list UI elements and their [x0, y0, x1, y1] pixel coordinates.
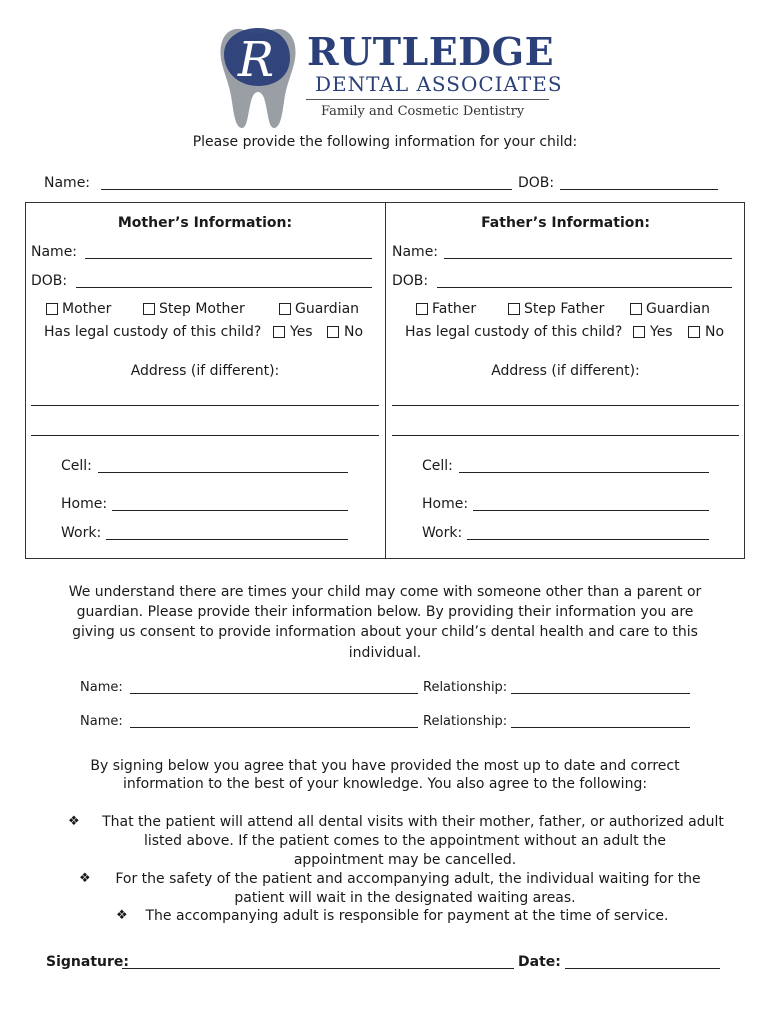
father-cell-field[interactable]: [459, 472, 709, 473]
bullet-line: listed above. If the patient comes to the appointment without an adult the: [143, 833, 667, 849]
father-dob-label: DOB:: [392, 273, 429, 289]
father-work-field[interactable]: [467, 539, 709, 540]
mother-work-label: Work:: [61, 525, 102, 541]
authorized-relationship-field[interactable]: [511, 727, 690, 728]
authorized-name-field[interactable]: [130, 693, 418, 694]
step-father-checkbox[interactable]: [508, 303, 520, 315]
mother-heading: Mother’s Information:: [117, 215, 293, 231]
mother-custody-no-label: No: [344, 324, 364, 340]
step-mother-checkbox[interactable]: [143, 303, 155, 315]
mother-guardian-option-label: Guardian: [295, 301, 360, 317]
intro-text: Please provide the following information for your child:: [192, 134, 578, 150]
bullet-line: That the patient will attend all dental visits with their mother, father, or authorized adult: [102, 814, 724, 830]
father-heading: Father’s Information:: [481, 215, 650, 231]
father-cell-label: Cell:: [422, 458, 453, 474]
bullet-line: appointment may be cancelled.: [293, 852, 517, 868]
consent-line: guardian. Please provide their information below. By providing their information you are: [76, 604, 694, 620]
agreement-line: By signing below you agree that you have provided the most up to date and correct: [90, 758, 680, 774]
date-label: Date:: [518, 954, 561, 970]
father-address-line-2[interactable]: [392, 435, 739, 436]
father-guardian-checkbox[interactable]: [630, 303, 642, 315]
bullet-icon: ❖: [116, 908, 128, 923]
bullet-icon: ❖: [68, 814, 80, 829]
step-mother-option-label: Step Mother: [159, 301, 245, 317]
logo-divider: [306, 99, 549, 100]
father-home-label: Home:: [422, 496, 469, 512]
father-custody-yes-checkbox[interactable]: [633, 326, 645, 338]
bullet-icon: ❖: [79, 871, 91, 886]
father-custody-no-checkbox[interactable]: [688, 326, 700, 338]
authorized-name-label: Name:: [80, 680, 123, 695]
mother-guardian-checkbox[interactable]: [279, 303, 291, 315]
father-custody-yes-label: Yes: [650, 324, 673, 340]
authorized-name-field[interactable]: [130, 727, 418, 728]
mother-dob-label: DOB:: [31, 273, 68, 289]
child-name-label: Name:: [44, 175, 91, 191]
logo-name: RUTLEDGE: [307, 29, 555, 74]
mother-cell-field[interactable]: [98, 472, 348, 473]
tooth-logo-icon: [218, 24, 298, 130]
mother-custody-yes-checkbox[interactable]: [273, 326, 285, 338]
father-name-field[interactable]: [444, 258, 732, 259]
child-name-field[interactable]: [101, 189, 512, 190]
agreement-line: information to the best of your knowledge. You also agree to the following:: [122, 776, 648, 792]
mother-home-field[interactable]: [112, 510, 348, 511]
mother-custody-label: Has legal custody of this child?: [44, 324, 262, 340]
mother-address-line-1[interactable]: [31, 405, 379, 406]
signature-field[interactable]: [122, 968, 514, 969]
mother-address-line-2[interactable]: [31, 435, 379, 436]
father-address-label: Address (if different):: [491, 363, 640, 379]
mother-name-label: Name:: [31, 244, 78, 260]
father-option-label: Father: [432, 301, 477, 317]
step-father-option-label: Step Father: [524, 301, 605, 317]
father-address-line-1[interactable]: [392, 405, 739, 406]
authorized-relationship-label: Relationship:: [423, 714, 508, 729]
mother-name-field[interactable]: [85, 258, 372, 259]
bullet-line: For the safety of the patient and accompanying adult, the individual waiting for the: [115, 871, 701, 887]
father-dob-field[interactable]: [437, 287, 732, 288]
signature-label: Signature:: [46, 954, 129, 970]
father-custody-label: Has legal custody of this child?: [405, 324, 623, 340]
bullet-line: patient will wait in the designated waiting areas.: [234, 890, 576, 906]
date-field[interactable]: [565, 968, 720, 969]
consent-line: individual.: [348, 645, 422, 661]
consent-line: giving us consent to provide information about your child’s dental health and care to this: [72, 624, 698, 640]
logo-tagline: Family and Cosmetic Dentistry: [321, 104, 525, 119]
logo-subtitle: DENTAL ASSOCIATES: [315, 72, 563, 96]
mother-cell-label: Cell:: [61, 458, 92, 474]
consent-line: We understand there are times your child may come with someone other than a parent or: [68, 584, 702, 600]
svg-text:R: R: [237, 32, 275, 88]
authorized-name-label: Name:: [80, 714, 123, 729]
mother-option-label: Mother: [62, 301, 112, 317]
authorized-relationship-label: Relationship:: [423, 680, 508, 695]
mother-checkbox[interactable]: [46, 303, 58, 315]
child-dob-label: DOB:: [518, 175, 555, 191]
mother-custody-yes-label: Yes: [290, 324, 313, 340]
mother-work-field[interactable]: [106, 539, 348, 540]
mother-home-label: Home:: [61, 496, 108, 512]
father-custody-no-label: No: [705, 324, 725, 340]
father-name-label: Name:: [392, 244, 439, 260]
mother-dob-field[interactable]: [76, 287, 372, 288]
mother-custody-no-checkbox[interactable]: [327, 326, 339, 338]
bullet-line: The accompanying adult is responsible for payment at the time of service.: [145, 908, 669, 924]
father-home-field[interactable]: [473, 510, 709, 511]
father-work-label: Work:: [422, 525, 463, 541]
father-guardian-option-label: Guardian: [646, 301, 711, 317]
mother-address-label: Address (if different):: [130, 363, 280, 379]
child-dob-field[interactable]: [560, 189, 718, 190]
authorized-relationship-field[interactable]: [511, 693, 690, 694]
father-checkbox[interactable]: [416, 303, 428, 315]
